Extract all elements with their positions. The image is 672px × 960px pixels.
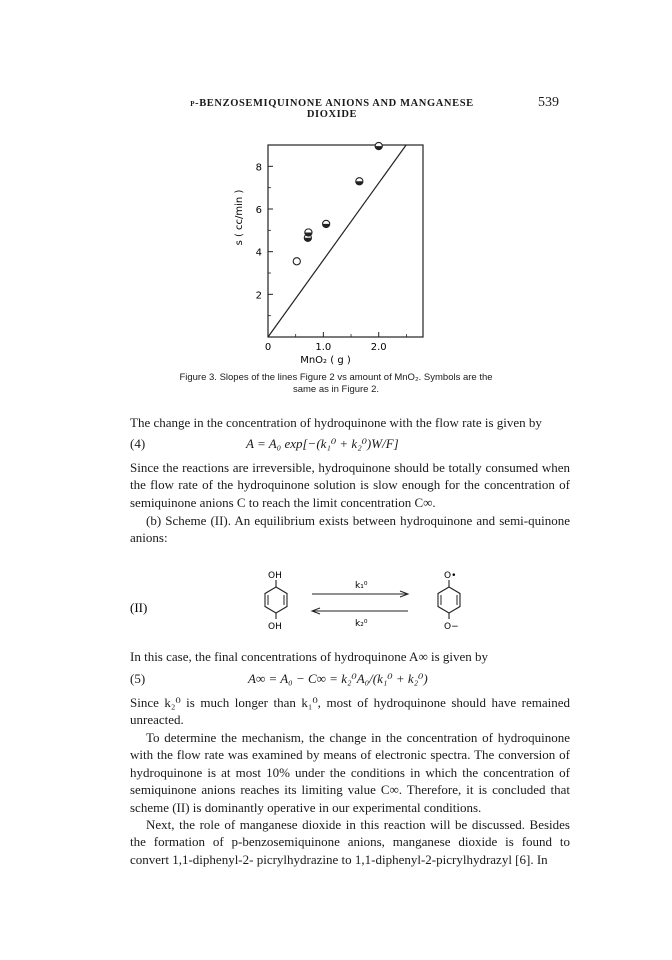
scheme-ii — [130, 567, 570, 647]
y-tick-label: 4 — [255, 247, 262, 259]
x-tick-label: 2.0 — [370, 342, 387, 353]
y-axis-label: s ( cc/min ) — [234, 189, 245, 246]
fit-line-group — [268, 145, 406, 337]
chart-axes — [268, 145, 423, 337]
equation-5-number: (5) — [130, 671, 146, 686]
paragraph-5: Since k₂⁰ is much longer than k₁⁰, most of hydroquinone should have remained unreacted. — [130, 695, 570, 728]
paragraph-6: To determine the mechanism, the change in the concentration of hydroquinone with the flow rate was examined by means of electronic spectra. The conversion of hydroquinone is at most 10% under the conditions in which the concentration of semiquinone anions reaches its limiting value C∞. Therefore, it is concluded that scheme (II) is dominantly operative in our experimental conditions. — [130, 730, 570, 815]
scheme-label: (II) — [130, 600, 148, 615]
running-title: p-BENZOSEMIQUINONE ANIONS AND MANGANESE DIOXIDE — [190, 98, 474, 120]
data-point — [305, 229, 312, 236]
equation-5-formula: A∞ = A₀ − C∞ = k₂⁰A₀/(k₁⁰ + k₂⁰) — [248, 671, 428, 686]
figure-caption — [0, 372, 672, 396]
semiquinone-anion-structure — [438, 571, 460, 632]
data-point — [323, 220, 330, 227]
page-number: 539 — [538, 95, 559, 110]
origin-label: 0 — [264, 342, 272, 353]
tick-labels — [256, 162, 387, 353]
paragraph-1: The change in the concentration of hydroquinone with the flow rate is given by — [130, 415, 542, 430]
hydroquinone-bottom-oh: OH — [268, 622, 282, 632]
plot-frame — [268, 145, 423, 337]
y-tick-label: 8 — [255, 162, 262, 174]
x-axis-label: MnO₂ ( g ) — [300, 355, 351, 366]
data-point — [293, 258, 300, 265]
equation-4 — [130, 436, 570, 454]
paragraph-4: In this case, the final concentrations of hydroquinone A∞ is given by — [130, 649, 489, 664]
y-tick-label: 6 — [255, 205, 262, 216]
hydroquinone-structure — [265, 571, 287, 632]
equation-4-number: (4) — [130, 436, 146, 451]
hydroquinone-top-oh: OH — [268, 571, 282, 581]
page-header — [0, 95, 672, 120]
x-tick-label: 1.0 — [315, 342, 332, 353]
paragraph-3: (b) Scheme (II). An equilibrium exists between hydroquinone and semi-quinone anions: — [130, 513, 570, 546]
equilibrium-arrows — [312, 581, 408, 629]
fit-line — [268, 145, 406, 337]
figure-3-chart — [210, 135, 470, 367]
semiquinone-bottom-o: O− — [444, 622, 459, 632]
caption-line-1: Figure 3. Slopes of the lines Figure 2 vs amount of MnO₂. Symbols are the — [179, 372, 493, 383]
data-points — [293, 142, 382, 264]
paragraph-2: Since the reactions are irreversible, hydroquinone should be totally consumed when the flow rate of the hydroquinone solution is slow enough for the concentration of semiquinone anions C to reach the limit concentration C∞. — [130, 460, 570, 510]
data-point — [356, 178, 363, 185]
data-point — [375, 142, 382, 149]
equation-4-formula: A = A₀ exp[−(k₁⁰ + k₂⁰)W/F] — [246, 436, 399, 451]
k-forward-label: k₁⁰ — [355, 581, 368, 591]
caption-line-2: same as in Figure 2. — [292, 384, 380, 395]
paragraph-7: Next, the role of manganese dioxide in this reaction will be discussed. Besides the formation of p-benzosemiquinone anions, manganese dioxide is found to convert 1,1-diphenyl-2- picrylhydrazine to 1,1-diphenyl-2-picrylhydrazyl [6]. In — [130, 817, 570, 867]
equation-5 — [130, 671, 570, 689]
semiquinone-top-o: O• — [444, 571, 457, 581]
y-tick-label: 2 — [255, 290, 262, 302]
point-open-circle — [293, 258, 300, 265]
k-backward-label: k₂⁰ — [355, 619, 368, 629]
